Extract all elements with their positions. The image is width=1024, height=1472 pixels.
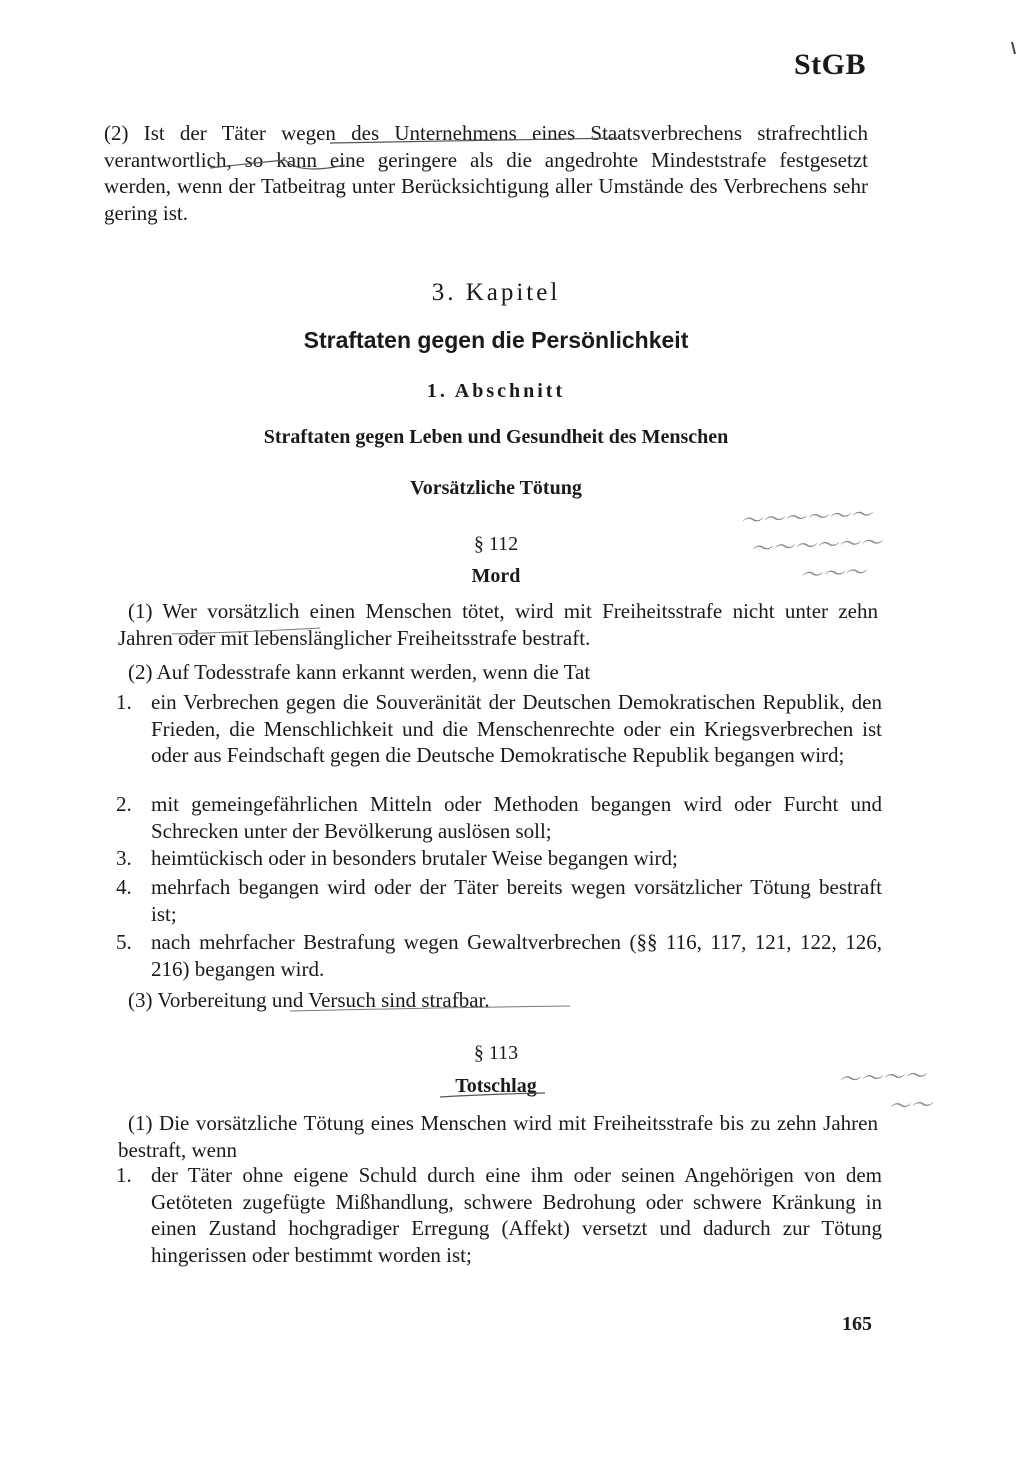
list-item-number: 5. [116,930,132,954]
section-title: Straftaten gegen Leben und Gesundheit des Menschen [263,426,729,448]
previous-paragraph: (2) Ist der Täter wegen des Unternehmens eines Staatsverbrechens strafrechtlich verantwortlich, so kann eine geringere als die angedrohte Mindeststrafe festgesetzt werden, wenn der Tatbeitrag unter Berücksichtigung aller Umstände des Verbrechens sehr gering ist. [104,121,868,225]
handwritten-note: 〜〜〜〜〜〜 [749,530,883,563]
chapter-title: Straftaten gegen die Persönlichkeit [303,327,689,353]
handwritten-note: 〜〜〜 [799,560,867,589]
paragraph-113-title: Totschlag [455,1075,537,1097]
paragraph-113-number: § 113 [473,1042,519,1064]
law-code-header: StGB [794,48,867,81]
list-item-text: mit gemeingefährlichen Mitteln oder Methoden begangen wird oder Furcht und Schrecken unter der Bevölkerung auslösen soll; [151,792,882,843]
paragraph-112-abs3: (3) Vorbereitung und Versuch sind strafbar. [128,988,490,1012]
pencil-underline-mark [330,138,620,143]
paragraph-112-abs2-intro: (2) Auf Todesstrafe kann erkannt werden, wenn die Tat [128,660,591,684]
list-item-text: heimtückisch oder in besonders brutaler Weise begangen wird; [151,846,678,870]
list-item-text: ein Verbrechen gegen die Souveränität der Deutschen Demokratischen Republik, den Frieden, die Menschlichkeit und die Menschenrechte oder ein Kriegsverbrechen ist oder aus Feindschaft gegen die Deutsche Demokratische Republik begangen wird; [151,690,882,767]
paragraph-112-abs1: (1) Wer vorsätzlich einen Menschen tötet, wird mit Freiheitsstrafe nicht unter zehn Jahren oder mit lebenslänglicher Freiheitsstrafe bestraft. [118,599,878,650]
page-number: 165 [842,1313,872,1335]
subsection-title: Vorsätzliche Tötung [410,477,582,499]
list-item-text: mehrfach begangen wird oder der Täter bereits wegen vorsätzlicher Tötung bestraft ist; [151,875,882,926]
pencil-underline-mark [290,1006,570,1011]
section-label: 1. Abschnitt [426,380,566,402]
pencil-underline-mark [440,1093,545,1097]
paragraph-112-title: Mord [471,565,521,587]
handwritten-note: 〜〜〜〜 [837,1063,927,1094]
paragraph-112-number: § 112 [473,533,519,555]
list-item-number: 1. [116,1163,132,1187]
list-item-text: der Täter ohne eigene Schuld durch eine ihm oder seinen Angehörigen von dem Getöteten zugefügte Mißhandlung, schwere Bedrohung oder schwere Kränkung in einen Zustand hochgradiger Erregung (Affekt) versetzt und dadurch zur Tötung hingerissen oder bestimmt worden ist; [151,1163,882,1267]
chapter-label: 3. Kapitel [431,279,561,306]
paragraph-113-abs1-intro: (1) Die vorsätzliche Tötung eines Menschen wird mit Freiheitsstrafe bis zu zehn Jahren bestraft, wenn [118,1111,878,1162]
list-item-number: 3. [116,846,132,870]
pencil-tick-mark [1012,42,1015,54]
list-item-number: 2. [116,792,132,816]
list-item-number: 1. [116,690,132,714]
list-item-text: nach mehrfacher Bestrafung wegen Gewaltverbrechen (§§ 116, 117, 121, 122, 126, 216) begangen wird. [151,930,882,981]
pencil-underline-mark [210,160,345,169]
handwritten-note: 〜〜 [887,1092,933,1121]
pencil-underline-mark [172,628,320,634]
list-item-number: 4. [116,875,132,899]
handwritten-note: 〜〜〜〜〜〜 [739,502,873,535]
